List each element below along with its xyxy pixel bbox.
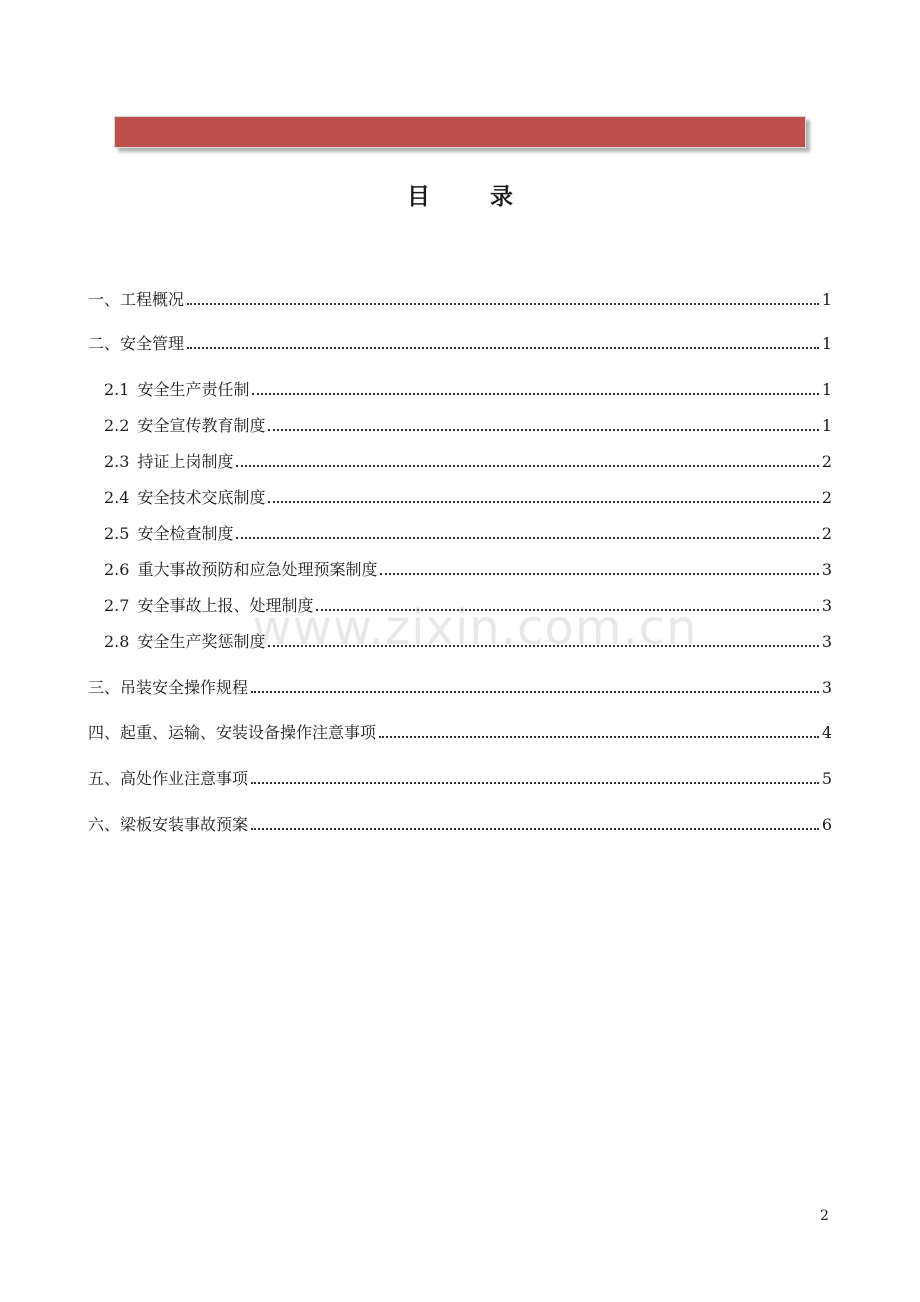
toc-entry-label: 六、梁板安装事故预案 bbox=[88, 815, 249, 834]
toc-entry[interactable] bbox=[88, 672, 832, 698]
toc-entry-label bbox=[104, 488, 265, 508]
toc-leader bbox=[380, 573, 818, 575]
toc-entry-text: 持证上岗制度 bbox=[137, 452, 234, 471]
toc-entry-number: 2.7 bbox=[104, 596, 130, 615]
toc-entry-page: 2 bbox=[821, 452, 832, 471]
toc-subentry[interactable] bbox=[104, 626, 832, 652]
toc-entry-number: 2.3 bbox=[104, 452, 130, 471]
toc-entry-page: 3 bbox=[821, 560, 832, 579]
toc-entry-page: 2 bbox=[821, 488, 832, 507]
toc-entry-text: 安全生产责任制 bbox=[137, 380, 250, 399]
toc-entry-number: 2.2 bbox=[104, 416, 130, 435]
toc-subentry[interactable] bbox=[104, 482, 832, 508]
toc-entry-label: 三、吊装安全操作规程 bbox=[88, 678, 249, 697]
toc-entry-page: 4 bbox=[821, 723, 832, 742]
toc-entry-label bbox=[104, 416, 265, 436]
toc-entry-text: 安全生产奖惩制度 bbox=[137, 632, 266, 651]
toc-entry-number: 2.5 bbox=[104, 524, 130, 543]
toc-entry-label: 二、安全管理 bbox=[88, 334, 185, 353]
toc-leader bbox=[187, 303, 819, 305]
toc-entry-label: 五、高处作业注意事项 bbox=[88, 769, 249, 788]
toc-entry-text: 安全事故上报、处理制度 bbox=[137, 596, 314, 615]
toc-entry-page: 1 bbox=[821, 416, 832, 435]
toc-entry-page: 3 bbox=[821, 596, 832, 615]
toc-entry-label bbox=[104, 452, 233, 472]
toc-entry-page: 1 bbox=[821, 380, 832, 399]
toc-entry[interactable] bbox=[88, 717, 832, 743]
toc-subentry[interactable] bbox=[104, 374, 832, 400]
toc-leader bbox=[251, 691, 819, 693]
toc-entry-page: 3 bbox=[821, 632, 832, 651]
page-number: 2 bbox=[820, 1208, 829, 1224]
toc-leader bbox=[251, 782, 819, 784]
watermark: www.zixin.com.cn bbox=[252, 600, 698, 656]
toc-entry-label bbox=[104, 632, 265, 652]
toc-entry-page: 3 bbox=[821, 678, 832, 697]
toc-leader bbox=[268, 501, 818, 503]
toc-leader bbox=[236, 537, 818, 539]
toc-leader bbox=[236, 465, 818, 467]
toc-entry-page: 5 bbox=[821, 769, 832, 788]
toc-entry-label bbox=[104, 524, 233, 544]
toc-entry[interactable] bbox=[88, 809, 832, 835]
toc-subentry[interactable] bbox=[104, 410, 832, 436]
toc-subentry[interactable] bbox=[104, 446, 832, 472]
toc-leader bbox=[316, 609, 818, 611]
toc-entry[interactable] bbox=[88, 284, 832, 310]
toc-entry[interactable] bbox=[88, 763, 832, 789]
toc-leader bbox=[187, 347, 819, 349]
toc-entry-label bbox=[104, 380, 249, 400]
toc-entry-page: 2 bbox=[821, 524, 832, 543]
toc-entry-number: 2.4 bbox=[104, 488, 130, 507]
toc-entry-text: 安全检查制度 bbox=[137, 524, 234, 543]
toc-subentry[interactable] bbox=[104, 518, 832, 544]
toc-leader bbox=[268, 429, 818, 431]
toc-title: 目 录 bbox=[406, 184, 539, 210]
toc-subentry[interactable] bbox=[104, 590, 832, 616]
toc-entry-number: 2.1 bbox=[104, 380, 130, 399]
toc-leader bbox=[379, 736, 819, 738]
toc-entry-label bbox=[104, 560, 377, 580]
toc-subentry[interactable] bbox=[104, 554, 832, 580]
toc-entry-label: 一、工程概况 bbox=[88, 290, 185, 309]
toc-entry-label: 四、起重、运输、安装设备操作注意事项 bbox=[88, 723, 377, 742]
toc-entry[interactable] bbox=[88, 328, 832, 354]
toc-entry-page: 1 bbox=[821, 290, 832, 309]
toc-entry-label bbox=[104, 596, 313, 616]
toc-leader bbox=[268, 645, 818, 647]
toc-entry-number: 2.8 bbox=[104, 632, 130, 651]
toc-entry-text: 重大事故预防和应急处理预案制度 bbox=[137, 560, 378, 579]
toc-list bbox=[88, 0, 832, 900]
toc-leader bbox=[251, 828, 819, 830]
toc-entry-number: 2.6 bbox=[104, 560, 130, 579]
toc-entry-page: 6 bbox=[821, 815, 832, 834]
toc-entry-text: 安全宣传教育制度 bbox=[137, 416, 266, 435]
toc-entry-page: 1 bbox=[821, 334, 832, 353]
toc-leader bbox=[252, 393, 818, 395]
toc-entry-text: 安全技术交底制度 bbox=[137, 488, 266, 507]
